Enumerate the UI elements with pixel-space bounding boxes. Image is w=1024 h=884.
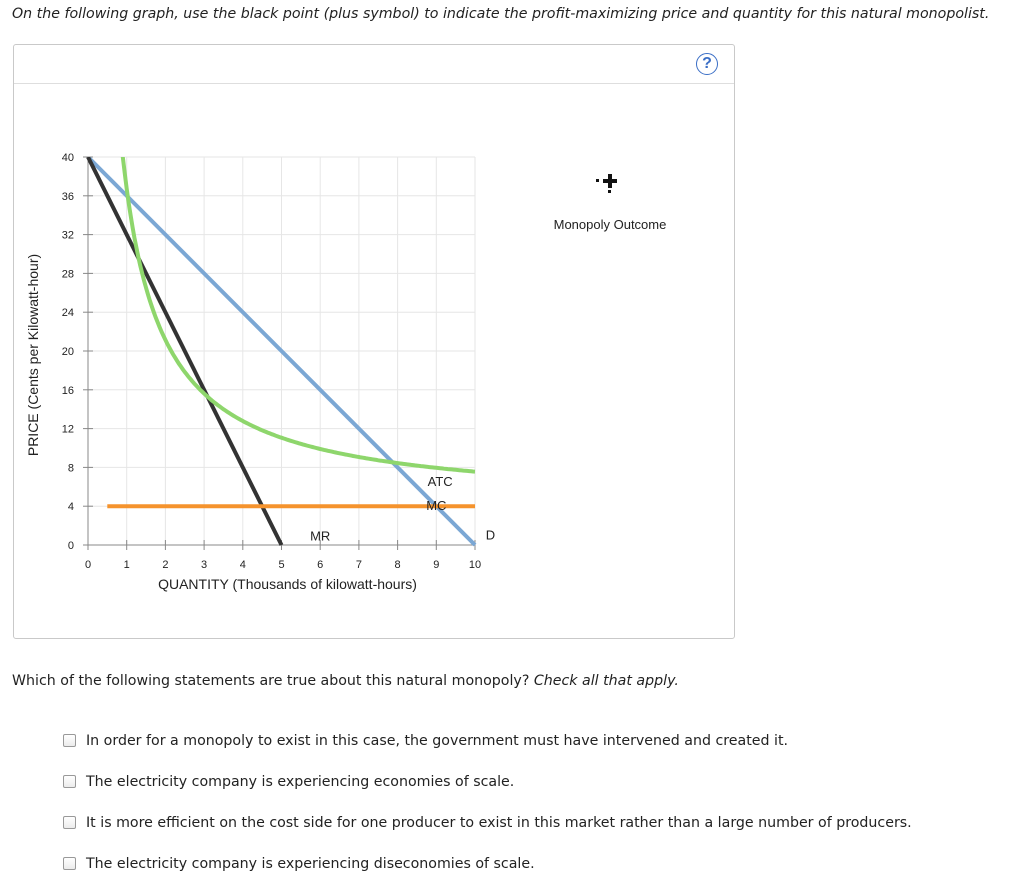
label-mr: MR — [310, 528, 331, 544]
y-tick-label: 40 — [61, 152, 74, 164]
y-tick-label: 12 — [61, 423, 74, 436]
x-tick-label: 6 — [317, 559, 324, 571]
y-tick-label: 8 — [67, 462, 74, 475]
label-atc: ATC — [427, 473, 453, 489]
y-tick-label: 4 — [67, 501, 74, 514]
instruction-text: On the following graph, use the black point (plus symbol) to indicate the profit-maximizing price and quantity for this natural monopolist. — [12, 6, 990, 22]
x-tick-label: 4 — [239, 559, 246, 571]
x-tick-label: 8 — [394, 559, 401, 571]
x-tick-label: 1 — [123, 559, 130, 571]
y-tick-label: 28 — [61, 268, 74, 281]
label-mc: MC — [426, 498, 447, 514]
option-economies-of-scale[interactable] — [63, 761, 912, 802]
help-icon[interactable]: ? — [696, 53, 718, 75]
question-emphasis: Check all that apply. — [533, 673, 679, 689]
checkbox[interactable] — [63, 775, 76, 788]
option-label: The electricity company is experiencing diseconomies of scale. — [86, 855, 535, 872]
option-label: It is more efficient on the cost side for one producer to exist in this market rather than a large number of producers. — [86, 814, 912, 831]
x-tick-label: 3 — [201, 559, 208, 571]
y-tick-label: 32 — [61, 229, 74, 242]
curve-atc — [115, 70, 475, 472]
label-d: D — [485, 527, 496, 543]
question-prompt: Which of the following statements are true about this natural monopoly? — [12, 673, 534, 689]
options-list — [63, 720, 912, 884]
option-label: The electricity company is experiencing economies of scale. — [86, 773, 515, 790]
x-tick-label: 7 — [355, 559, 362, 571]
tool-label: Monopoly Outcome — [553, 217, 667, 232]
checkbox[interactable] — [63, 816, 76, 829]
x-tick-label: 0 — [84, 559, 92, 571]
graph-panel — [13, 44, 735, 639]
checkbox[interactable] — [63, 734, 76, 747]
option-government-intervened[interactable] — [63, 720, 912, 761]
question-text — [12, 673, 679, 689]
x-tick-label: 9 — [433, 559, 440, 571]
y-tick-label: 16 — [61, 384, 74, 397]
option-one-producer-efficient[interactable] — [63, 802, 912, 843]
y-tick-label: 24 — [61, 307, 74, 320]
x-tick-label: 5 — [278, 559, 285, 571]
x-tick-label: 10 — [468, 559, 482, 571]
y-tick-label: 36 — [61, 190, 74, 203]
plus-icon[interactable] — [596, 174, 617, 193]
option-diseconomies-of-scale[interactable] — [63, 843, 912, 884]
y-tick-label: 20 — [61, 346, 74, 358]
y-axis-title: PRICE (Cents per Kilowatt-hour) — [25, 253, 41, 457]
option-label: In order for a monopoly to exist in this case, the government must have intervened and created it. — [86, 732, 789, 749]
x-axis-title: QUANTITY (Thousands of kilowatt-hours) — [158, 576, 417, 592]
y-tick-label: 0 — [67, 540, 74, 552]
checkbox[interactable] — [63, 857, 76, 870]
monopoly-chart[interactable] — [14, 45, 734, 638]
x-tick-label: 2 — [162, 559, 169, 571]
